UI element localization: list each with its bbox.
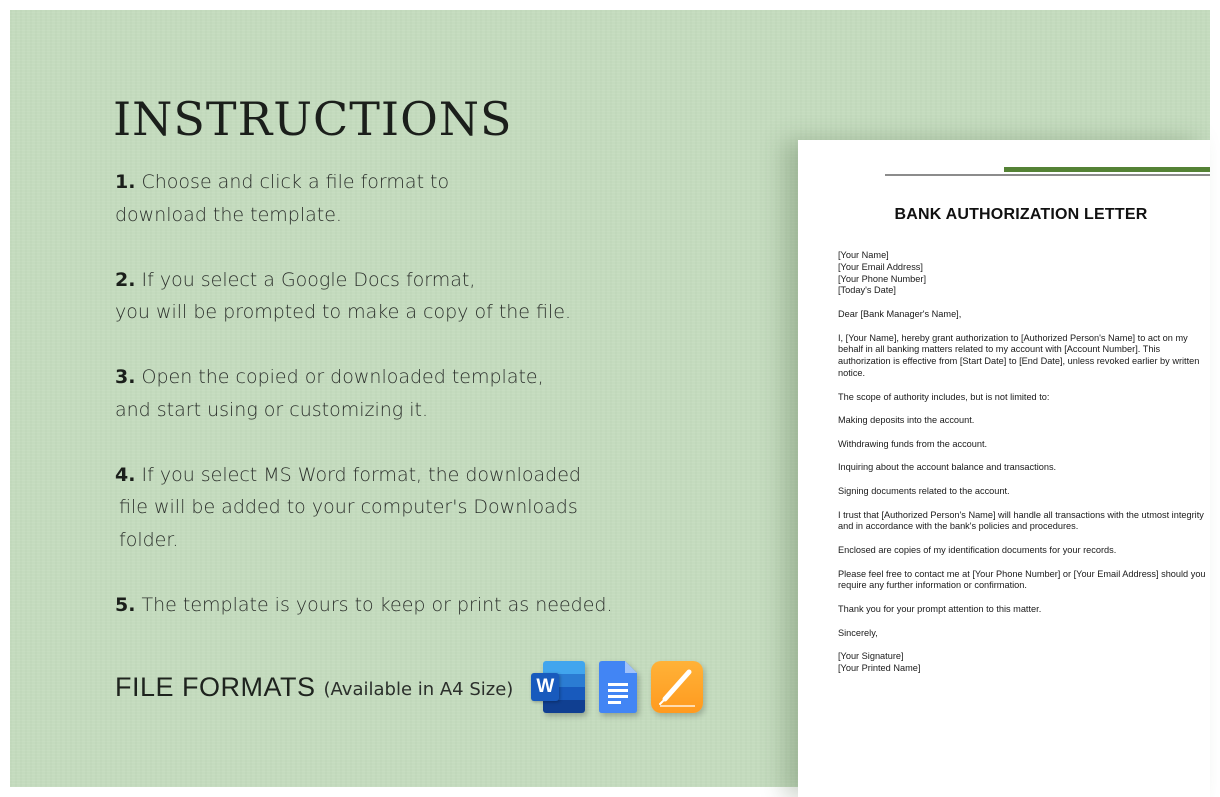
thanks-paragraph: Thank you for your prompt attention to this matter. [838,603,1042,614]
step-text: The template is yours to keep or print as needed. [141,593,613,616]
paragraph-line: and in accordance with the bank's policies and procedures. [838,521,1079,532]
instruction-step-3 [115,361,675,426]
pen-glyph [651,661,703,713]
paragraph-line: authorization is effective from [Start Date] to [End Date], unless revoked earlier by written [838,356,1200,367]
instruction-step-1 [115,166,675,231]
step-number: 5. [115,593,136,616]
scope-item: Signing documents related to the account. [838,485,1010,496]
contact-paragraph [838,569,1208,593]
file-format-icons [531,661,703,713]
document-title: BANK AUTHORIZATION LETTER [894,206,1148,223]
signature-line: [Your Printed Name] [838,662,921,673]
sender-line: [Your Name] [838,250,889,260]
step-number: 1. [115,171,136,193]
google-docs-icon[interactable] [599,661,637,713]
paragraph-line: Please feel free to contact me at [Your Phone Number] or [Your Email Address] should you [838,568,1206,579]
instruction-step-5 [115,589,675,622]
step-number: 3. [115,366,136,388]
step-text: and start using or customizing it. [115,398,429,421]
step-text: download the template. [115,203,342,226]
step-text: Open the copied or downloaded template, [141,366,544,388]
apple-pages-icon[interactable] [651,661,703,713]
google-docs-glyph [599,661,637,713]
scope-item: Withdrawing funds from the account. [838,438,988,449]
step-text: If you select MS Word format, the downloaded [141,463,581,486]
sender-block [838,250,1208,297]
step-text: folder. [119,528,179,551]
paragraph-line: behalf in all banking matters related to my account with [Account Number]. This [838,344,1161,355]
paragraph-line: I trust that [Authorized Person's Name] will handle all transactions with the utmost integrity [838,509,1204,520]
step-text: Choose and click a file format to [141,171,450,193]
instruction-step-2 [115,264,675,329]
instruction-step-4 [115,459,675,557]
sender-line: [Today's Date] [838,285,896,296]
sender-line: [Your Email Address] [838,261,923,272]
ms-word-icon[interactable] [531,661,585,713]
trust-paragraph [838,510,1208,534]
document-body [838,250,1208,686]
header-rule [885,174,1210,176]
header-accent-bar [1004,167,1210,172]
signature-block [838,651,1208,675]
step-number: 4. [115,463,136,486]
file-formats-title: FILE FORMATS [115,671,316,702]
salutation: Dear [Bank Manager's Name], [838,308,962,319]
file-formats-subtitle: (Available in A4 Size) [323,678,514,700]
paragraph-line: notice. [838,367,866,378]
word-badge: W [531,673,559,701]
intro-paragraph [838,333,1208,380]
step-text: If you select a Google Docs format, [141,268,476,291]
word-band [543,700,585,713]
document-preview [798,140,1210,797]
scope-item: Making deposits into the account. [838,415,975,426]
closing: Sincerely, [838,627,878,638]
step-number: 2. [115,268,136,291]
paragraph-line: require any further information or confirmation. [838,580,1027,591]
step-text: you will be prompted to make a copy of the file. [115,301,572,323]
scope-item: Inquiring about the account balance and transactions. [838,462,1057,473]
instructions-title: INSTRUCTIONS [113,92,513,146]
enclosed-paragraph: Enclosed are copies of my identification documents for your records. [838,544,1117,555]
step-text: file will be added to your computer's Downloads [119,496,578,518]
signature-line: [Your Signature] [838,651,904,662]
scope-intro: The scope of authority includes, but is not limited to: [838,391,1050,402]
sender-line: [Your Phone Number] [838,273,927,284]
file-formats-section [115,657,703,717]
paragraph-line: I, [Your Name], hereby grant authorization to [Authorized Person's Name] to act on my [838,332,1188,343]
instructions-list [115,166,675,654]
